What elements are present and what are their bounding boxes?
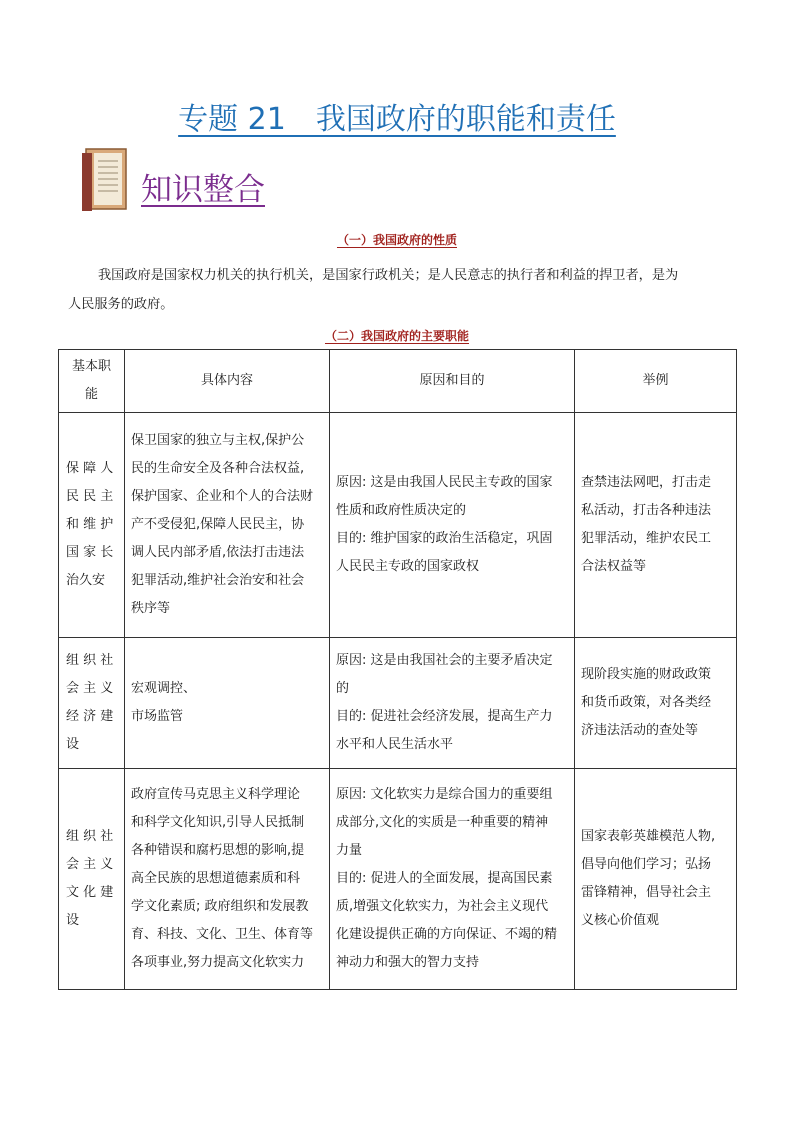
header-reason: 原因和目的 — [330, 350, 575, 413]
table-row — [59, 769, 737, 990]
example-cell — [575, 413, 737, 638]
example-cell — [575, 638, 737, 769]
reason-cell — [330, 413, 575, 638]
book-icon — [80, 145, 132, 213]
cell-line: 目的: 促进社会经济发展，提高生产力 — [336, 709, 553, 724]
cell-line: 和 维 护 — [66, 517, 114, 532]
cell-line: 育、科技、文化、卫生、体育等 — [131, 927, 314, 942]
cell-line: 政府宣传马克思主义科学理论 — [131, 787, 301, 802]
cell-line: 调人民内部矛盾,依法打击违法 — [131, 545, 305, 560]
cell-line: 保护国家、企业和个人的合法财 — [131, 489, 314, 504]
cell-line: 查禁违法网吧，打击走 — [581, 475, 712, 490]
cell-line: 目的: 维护国家的政治生活稳定，巩固 — [336, 531, 553, 546]
cell-line: 学文化素质; 政府组织和发展教 — [131, 899, 309, 914]
function-cell — [59, 413, 125, 638]
cell-line: 宏观调控、 — [131, 681, 197, 696]
table-header-row — [59, 350, 737, 413]
page-title: 专题 21 我国政府的职能和责任 — [178, 102, 616, 137]
cell-line: 治久安 — [66, 573, 106, 588]
cell-line: 会 主 义 — [66, 681, 114, 696]
cell-line: 质,增强文化软实力，为社会主义现代 — [336, 899, 549, 914]
cell-line: 原因: 文化软实力是综合国力的重要组 — [336, 787, 553, 802]
header-content: 具体内容 — [125, 350, 330, 413]
cell-line: 经 济 建 — [66, 709, 114, 724]
cell-line: 民 民 主 — [66, 489, 114, 504]
cell-line: 产不受侵犯,保障人民民主，协 — [131, 517, 305, 532]
content-cell — [125, 769, 330, 990]
cell-line: 民的生命安全及各种合法权益, — [131, 461, 305, 476]
cell-line: 性质和政府性质决定的 — [336, 503, 467, 518]
cell-line: 目的: 促进人的全面发展，提高国民素 — [336, 871, 553, 886]
cell-line: 设 — [66, 737, 80, 752]
functions-table — [58, 349, 737, 990]
cell-line: 市场监管 — [131, 709, 184, 724]
cell-line: 组 织 社 — [66, 829, 114, 844]
section-banner: 知识整合 — [141, 172, 265, 208]
cell-line: 各种错误和腐朽思想的影响,提 — [131, 843, 305, 858]
cell-line: 和科学文化知识,引导人民抵制 — [131, 815, 305, 830]
cell-line: 私活动，打击各种违法 — [581, 503, 712, 518]
paragraph-line: 人民服务的政府。 — [68, 297, 174, 312]
cell-line: 成部分,文化的实质是一种重要的精神 — [336, 815, 549, 830]
cell-line: 倡导向他们学习；弘扬 — [581, 857, 712, 872]
function-cell — [59, 769, 125, 990]
cell-line: 秩序等 — [131, 601, 171, 616]
cell-line: 的 — [336, 681, 350, 696]
reason-cell — [330, 638, 575, 769]
cell-line: 文 化 建 — [66, 885, 114, 900]
cell-line: 力量 — [336, 843, 363, 858]
cell-line: 济违法活动的查处等 — [581, 723, 699, 738]
table-row — [59, 638, 737, 769]
cell-line: 各项事业,努力提高文化软实力 — [131, 955, 305, 970]
section2-heading: （二）我国政府的主要职能 — [324, 329, 469, 343]
cell-line: 国 家 长 — [66, 545, 114, 560]
cell-line: 化建设提供正确的方向保证、不竭的精 — [336, 927, 558, 942]
cell-line: 设 — [66, 913, 80, 928]
section1-heading: （一）我国政府的性质 — [336, 233, 457, 247]
cell-line: 人民民主专政的国家政权 — [336, 559, 480, 574]
table-row — [59, 413, 737, 638]
example-cell — [575, 769, 737, 990]
cell-line: 犯罪活动,维护社会治安和社会 — [131, 573, 305, 588]
header-function: 基本职 能 — [59, 350, 125, 413]
cell-line: 和货币政策，对各类经 — [581, 695, 712, 710]
reason-cell — [330, 769, 575, 990]
cell-line: 神动力和强大的智力支持 — [336, 955, 480, 970]
cell-line: 高全民族的思想道德素质和科 — [131, 871, 301, 886]
cell-line: 保 障 人 — [66, 461, 114, 476]
cell-line: 合法权益等 — [581, 559, 647, 574]
content-cell — [125, 413, 330, 638]
cell-line: 犯罪活动，维护农民工 — [581, 531, 712, 546]
header-example: 举例 — [575, 350, 737, 413]
paragraph-line: 我国政府是国家权力机关的执行机关，是国家行政机关；是人民意志的执行者和利益的捍卫者，是为 — [98, 268, 679, 283]
section1-paragraph — [68, 261, 728, 319]
function-cell — [59, 638, 125, 769]
cell-line: 组 织 社 — [66, 653, 114, 668]
cell-line: 原因: 这是由我国社会的主要矛盾决定 — [336, 653, 553, 668]
cell-line: 现阶段实施的财政政策 — [581, 667, 712, 682]
content-cell — [125, 638, 330, 769]
cell-line: 雷锋精神，倡导社会主 — [581, 885, 712, 900]
cell-line: 会 主 义 — [66, 857, 114, 872]
cell-line: 义核心价值观 — [581, 913, 660, 928]
cell-line: 水平和人民生活水平 — [336, 737, 454, 752]
cell-line: 国家表彰英雄模范人物, — [581, 829, 716, 844]
cell-line: 原因: 这是由我国人民民主专政的国家 — [336, 475, 553, 490]
cell-line: 保卫国家的独立与主权,保护公 — [131, 433, 305, 448]
